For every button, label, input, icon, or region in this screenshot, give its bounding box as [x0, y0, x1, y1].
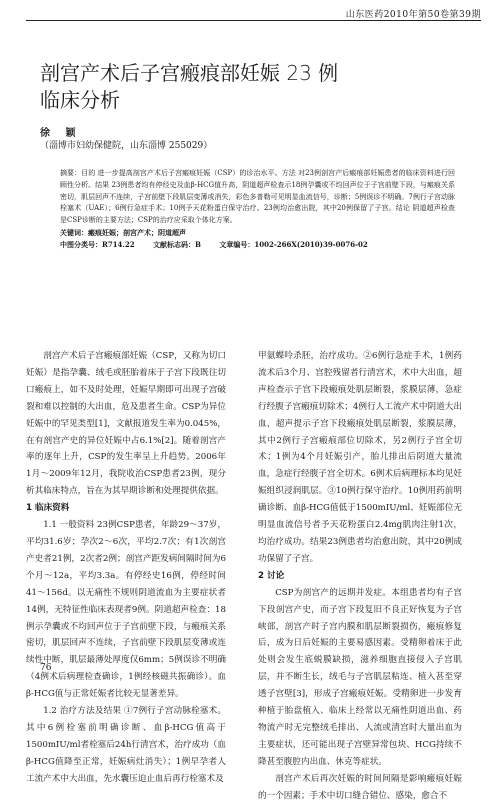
article-meta: [60, 239, 455, 251]
document-code: 文献标志码：B: [153, 239, 201, 249]
paragraph: 1.1 一般资料 23例CSP患者，年龄29～37岁，平均31.6岁；孕次2～6次，平均2.7次；有1次剖宫产史者21例，2次者2例；剖宫产距发病间隔时间为6个月～12a，平均3.3a。有停经史16例，停经时间41～156d。以无痛性不规则阴道流血为主要症状者14例，无特征性临床表现者9例。阴道超声检查：18例示孕囊或不均回声位于子宫前壁下段，与瘢痕关系密切，肌层回声不连续，子宫前壁下段肌层变薄或连续性中断，肌层最薄处厚度仅6mm；5例误诊不明确（4例术后病理检查确诊，1例经核磁共振确诊）。血β-HCG值与正常妊娠者比较无显著差异。: [26, 520, 226, 700]
paragraph: 1.2 治疗方法及结果 ①7例行子宫动脉栓塞术。其中6例栓塞前明确诊断、血β-HCG值高于1500mIU/ml者栓塞后24h行清宫术，治疗成功（血β-HCG值降至正常，妊娠病灶消失）；1例早孕者人工流产术中大出血，先水囊压迫止血后再行栓塞术及: [26, 706, 226, 784]
body-column-left: [26, 348, 226, 788]
body-column-right: [258, 348, 462, 804]
paragraph: CSP为剖宫产的远期并发症。本组患者均有子宫下段剖宫产史，而子宫下段复旧不良正好恢复为子宫峡部，剖宫产时子宫内膜和肌层断裂损伤，瘢痕修复后，成为日后妊娠的主要易感因素。受精卵着床于此处则会发生底蜕膜缺损，滋养细胞直接侵入子宫肌层，并不断生长，绒毛与子宫肌层粘连、植入甚至穿透子宫壁[3]，形成子宫瘢痕妊娠。受精卵进一步发育种植于胎盘植入、临床上经常以无痛性阴道出血、药物流产时无完整绒毛排出、人流或清宫时大量出血为主要症状，还可能出现子宫壁异常包块、HCG持续不降甚至腹腔内出血、休克等症状。: [258, 587, 462, 767]
title-line-2: 临床分析: [40, 88, 120, 112]
abstract-block: [60, 168, 455, 251]
keywords: 关键词：瘢痕妊娠；剖宫产术；阴道超声: [60, 227, 186, 237]
page-number: 76: [40, 663, 52, 673]
header-rule: [26, 20, 481, 21]
section-heading: 1 临床资料: [26, 503, 70, 514]
paragraph: 甲氨蝶呤杀胚，治疗成功。②6例行急症手术，1例药流术后3个月、宫腔残留者行清宫术，术中大出血，超声检查示子宫下段瘢痕处肌层断裂，浆膜层薄，急症行经腹子宫瘢痕切除术；4例行人工流产术中阴道大出血，超声提示子宫下段瘢痕处肌层断裂，浆膜层薄，其中2例行子宫瘢痕部位切除术，另2例行子宫全切术；1例为4个月妊娠引产，胎儿排出后阴道大量流血，急症行经腹子宫全切术。6例术后病理标本均见妊娠组织浸润肌层。③10例行保守治疗。10例用药前明确诊断、血β-HCG值低于1500mIU/ml、妊娠部位无明显血流信号者予天花粉蛋白2.4mg肌肉注射1次，均治疗成功。结果23例患者均治愈出院，其中20例成功保留了子宫。: [258, 351, 462, 564]
title-line-1: 剖宫产术后子宫瘢痕部妊娠 23 例: [40, 61, 339, 85]
article-id: 文章编号：1002-266X(2010)39-0076-02: [219, 239, 368, 249]
running-header: [0, 0, 501, 24]
clc-number: 中图分类号：R714.22: [60, 239, 135, 249]
affiliation: （淄博市妇幼保健院，山东淄博 255029）: [40, 141, 213, 151]
paragraph: 剖宫产术后子宫瘢痕部妊娠（CSP，又称为切口妊娠）是指孕囊、绒毛或胚胎着床于子宫下段既往切口瘢痕上，如不及时处理，妊娠早期即可出现子宫破裂和难以控制的大出血，危及患者生命。CSP为异位妊娠中的罕见类型[1]，文献报道发生率为0.045%，在有剖宫产史的异位妊娠中占6.1%[2]。随着剖宫产率的逐年上升，CSP的发生率呈上升趋势。2006年1月～2009年12月，我院收治CSP患者23例，现分析其临床特点，旨在为其早期诊断和处理提供依据。: [26, 351, 226, 497]
article-title: [40, 60, 338, 114]
journal-issue: 山东医药2010年第50卷第39期: [345, 10, 481, 20]
paragraph: 剖宫产术后再次妊娠的时间间隔是影响瘢痕妊娠的一个因素；手术中切口缝合错位、感染，愈合不: [258, 773, 462, 801]
section-heading: 2 讨论: [258, 570, 285, 581]
abstract-text: 摘要：目的 进一步提高剖宫产术后子宫瘢痕妊娠（CSP）的诊治水平。方法 对23例剖宫产后瘢痕部妊娠患者的临床资料进行回顾性分析。结果 23例患者均有停经史及血β-HCG值升高，阴道超声检查示18例孕囊或不均回声位于子宫前壁下段，与瘢痕关系密切，肌层回声不连续，子宫前壁下段肌层变薄或消失，彩色多普勒可见明显血流信号，诊断；5例误诊不明确。7例行子宫动脉栓塞术（UAE）；6例行急症手术；10例予天花粉蛋白保守治疗。23例均治愈出院，其中20例保留了子宫。结论 阴道超声检查是CSP诊断的主要方法；CSP的治疗应采取个体化方案。: [60, 169, 455, 225]
author: 徐 颖: [40, 128, 82, 139]
